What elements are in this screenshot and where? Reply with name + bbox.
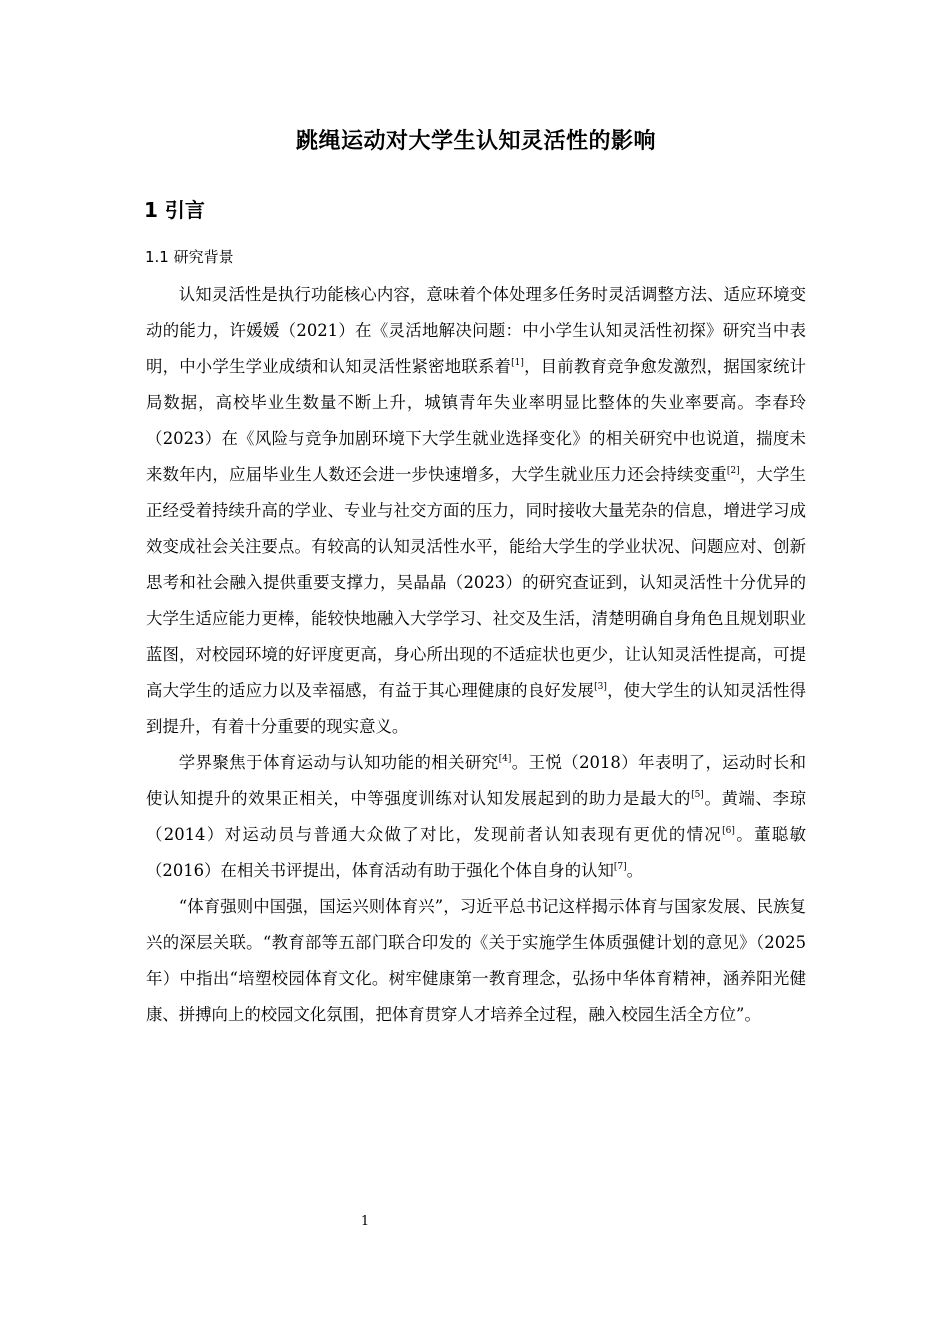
document-page (146, 122, 806, 1033)
citation-marker: [5] (691, 790, 704, 800)
citation-marker: [3] (594, 682, 607, 692)
paragraph-text: 。王悦（2018）年表明了，运动时长和使认知提升的效果正相关，中等强度训练对认知发展起到的助力是最大的 (146, 753, 806, 808)
paragraph-text: ，使大学生的认知灵活性得到提升，有着十分重要的现实意义。 (146, 681, 807, 736)
page-number: 1 (360, 1214, 370, 1229)
paragraph-text: “体育强则中国强，国运兴则体育兴”，习近平总书记这样揭示体育与国家发展、民族复兴的深层关联。“教育部等五部门联合印发的《关于实施学生体质强健计划的意见》（2025 年）中指出“培塑校园体育文化。树牢健康第一教育理念，弘扬中华体育精神，涵养阳光健康、拼搏向上的校园文化氛围，把体育贯穿人才培养全过程，融入校园生活全方位”。 (146, 897, 806, 1024)
paragraph-text: 认知灵活性是执行功能核心内容，意味着个体处理多任务时灵活调整方法、适应环境变动的能力，许媛媛（2021）在《灵活地解决问题：中小学生认知灵活性初探》研究当中表明，中小学生学业成绩和认知灵活性紧密地联系着 (146, 285, 806, 376)
paragraph-text: ，目前教育竞争愈发激烈，据国家统计局数据，高校毕业生数量不断上升，城镇青年失业率明显比整体的失业率要高。李春玲（2023）在《风险与竞争加剧环境下大学生就业选择变化》的相关研究中也说道，揣度未来数年内，应届毕业生人数还会进一步快速增多，大学生就业压力还会持续变重 (146, 357, 807, 484)
citation-marker: [2] (726, 466, 740, 476)
citation-marker: [7] (613, 862, 627, 872)
body-paragraph (146, 745, 806, 889)
paragraph-text: 学界聚焦于体育运动与认知功能的相关研究 (178, 753, 499, 772)
paragraph-text: ，大学生正经受着持续升高的学业、专业与社交方面的压力，同时接收大量芜杂的信息，增进学习成效变成社会关注要点。有较高的认知灵活性水平，能给大学生的学业状况、问题应对、创新思考和社会融入提供重要支撑力，吴晶晶（2023）的研究查证到，认知灵活性十分优异的大学生适应能力更棒，能较快地融入大学学习、社交及生活，清楚明确自身角色且规划职业蓝图，对校园环境的好评度更高，身心所出现的不适症状也更少，让认知灵活性提高，可提高大学生的适应力以及幸福感，有益于其心理健康的良好发展 (146, 465, 807, 700)
citation-marker: [1] (511, 358, 524, 368)
subsection-heading: 1.1 研究背景 (145, 248, 234, 266)
paragraph-text: 。董聪敏（2016）在相关书评提出，体育活动有助于强化个体自身的认知 (146, 825, 806, 880)
citation-marker: [4] (498, 754, 512, 764)
paragraph-text: 。黄端、李琼（2014）对运动员与普通大众做了对比，发现前者认知表现有更优的情况 (146, 789, 807, 844)
body-paragraph (146, 889, 806, 1033)
body-paragraph (146, 277, 806, 745)
paragraph-text: 。 (626, 861, 644, 880)
citation-marker: [6] (722, 826, 735, 836)
document-title: 跳绳运动对大学生认知灵活性的影响 (295, 129, 656, 154)
section-heading: 1 引言 (144, 198, 205, 222)
